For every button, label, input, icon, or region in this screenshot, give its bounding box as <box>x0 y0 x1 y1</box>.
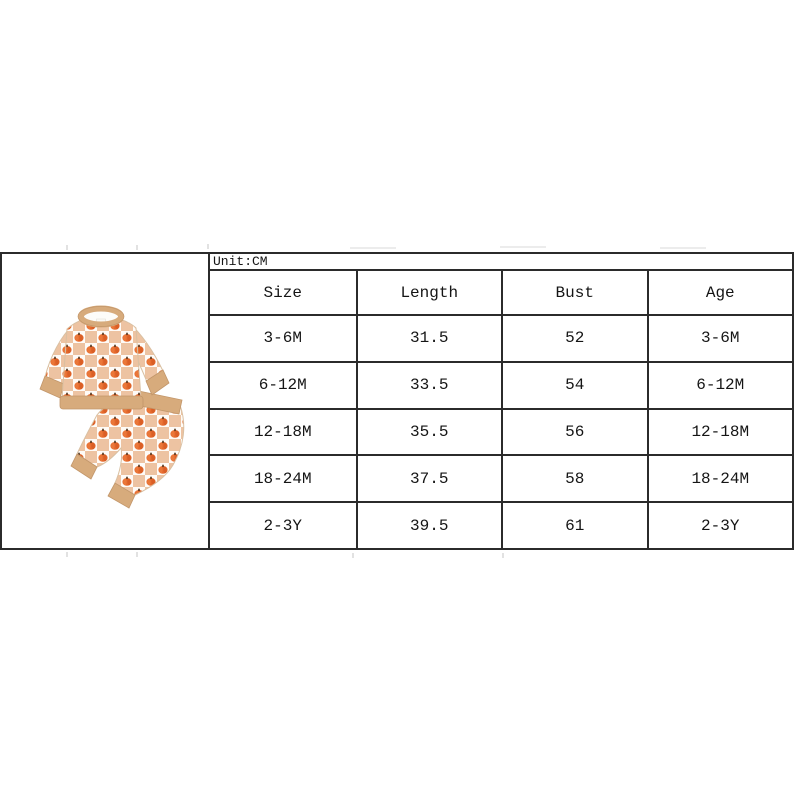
artifact-tick <box>500 246 546 248</box>
table-row <box>210 410 792 457</box>
length-cell: 39.5 <box>356 503 502 548</box>
size-cell: 18-24M <box>253 469 312 488</box>
artifact-tick <box>136 552 138 557</box>
artifact-tick <box>352 553 354 558</box>
age-cell: 6-12M <box>647 363 793 408</box>
length-cell: 33.5 <box>356 363 502 408</box>
size-cell: 2-3Y <box>263 516 302 535</box>
artifact-tick <box>350 247 396 249</box>
length-cell: 35.5 <box>356 410 502 455</box>
size-cell: 12-18M <box>253 422 312 441</box>
artifact-tick <box>660 247 706 249</box>
age-cell: 18-24M <box>647 456 793 501</box>
artifact-tick <box>207 244 209 249</box>
artifact-tick <box>66 552 68 557</box>
table-row <box>210 316 792 363</box>
table-header-row <box>210 271 792 316</box>
bust-cell: 58 <box>501 456 647 501</box>
age-cell: 2-3Y <box>647 503 793 548</box>
column-header-size: Size <box>263 283 302 302</box>
column-header-age: Age <box>647 271 793 314</box>
artifact-tick <box>66 245 68 250</box>
artifact-tick <box>502 553 504 558</box>
table-row <box>210 503 792 548</box>
table-row <box>210 456 792 503</box>
length-cell: 37.5 <box>356 456 502 501</box>
table-row <box>210 363 792 410</box>
length-cell: 31.5 <box>356 316 502 361</box>
bust-cell: 56 <box>501 410 647 455</box>
artifact-tick <box>136 245 138 250</box>
size-chart-table <box>208 254 792 548</box>
size-cell: 3-6M <box>263 329 302 348</box>
product-photo-cell <box>2 254 208 548</box>
age-cell: 12-18M <box>647 410 793 455</box>
size-cell: 6-12M <box>258 376 307 395</box>
column-header-length: Length <box>356 271 502 314</box>
product-photo <box>37 283 212 538</box>
bust-cell: 54 <box>501 363 647 408</box>
column-header-bust: Bust <box>501 271 647 314</box>
bust-cell: 61 <box>501 503 647 548</box>
unit-row <box>210 254 792 271</box>
age-cell: 3-6M <box>647 316 793 361</box>
size-chart-panel <box>0 252 794 550</box>
bust-cell: 52 <box>501 316 647 361</box>
unit-label: Unit:CM <box>213 254 268 269</box>
